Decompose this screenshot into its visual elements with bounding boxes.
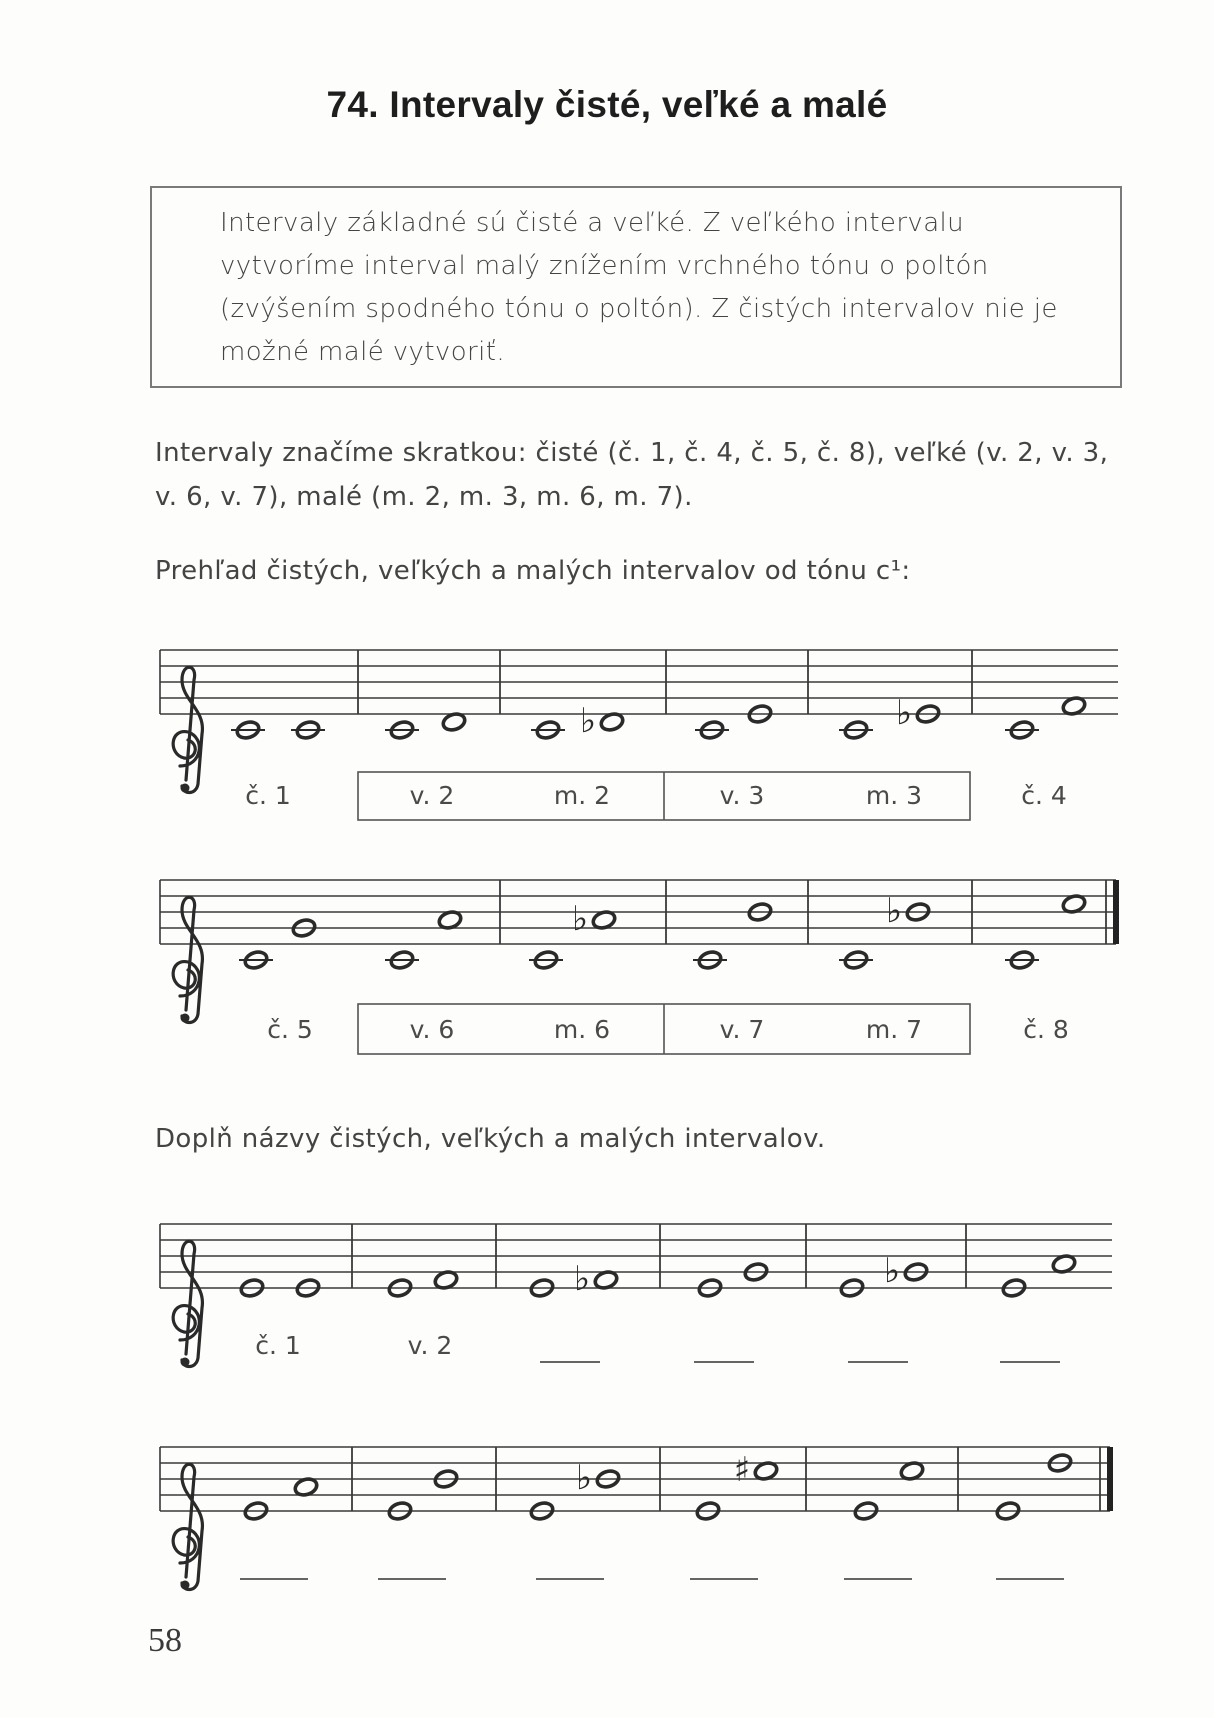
treble-clef-icon <box>173 667 202 792</box>
interval-label: v. 2 <box>407 1331 453 1360</box>
whole-note-icon <box>693 949 727 970</box>
rule-box <box>150 186 1122 388</box>
flat-sign-icon: ♭ <box>895 693 913 733</box>
interval-label: m. 2 <box>553 781 611 810</box>
page-number: 58 <box>148 1622 182 1659</box>
interval-label: č. 8 <box>1023 1015 1069 1044</box>
whole-note-icon <box>239 949 273 970</box>
whole-note-icon <box>531 719 565 740</box>
whole-note-icon <box>385 949 419 970</box>
page-title: 74. Intervaly čisté, veľké a malé <box>326 84 888 125</box>
exercise-staff-1 <box>0 1190 1214 1390</box>
interval-label: č. 4 <box>1021 781 1067 810</box>
flat-sign-icon: ♭ <box>579 701 597 741</box>
whole-note-icon <box>695 719 729 740</box>
flat-sign-icon: ♭ <box>885 891 903 931</box>
whole-note-icon <box>1005 949 1039 970</box>
exercise-heading: Doplň názvy čistých, veľkých a malých intervalov. <box>155 1124 826 1154</box>
treble-clef-icon <box>173 897 202 1022</box>
treble-clef-icon <box>173 1464 202 1589</box>
interval-label: m. 7 <box>865 1015 923 1044</box>
rule-text: Intervaly základné sú čisté a veľké. Z veľkého intervalu vytvoríme interval malý znížením vrchného tónu o poltón (zvýšením spodného tónu o poltón). Z čistých intervalov nie je možné malé vytvoriť. <box>220 208 1058 367</box>
interval-label: m. 3 <box>865 781 923 810</box>
flat-sign-icon: ♭ <box>883 1251 901 1291</box>
whole-note-icon <box>529 949 563 970</box>
interval-label: č. 5 <box>267 1015 313 1044</box>
interval-label: v. 6 <box>409 1015 455 1044</box>
whole-note-icon <box>1005 719 1039 740</box>
sharp-sign-icon: ♯ <box>733 1450 751 1490</box>
whole-note-icon <box>231 719 265 740</box>
interval-label: v. 2 <box>409 781 455 810</box>
whole-note-icon <box>839 719 873 740</box>
flat-sign-icon: ♭ <box>573 1259 591 1299</box>
interval-label: č. 1 <box>255 1331 301 1360</box>
interval-label: m. 6 <box>553 1015 611 1044</box>
whole-note-icon <box>839 949 873 970</box>
interval-label: v. 7 <box>719 1015 765 1044</box>
flat-sign-icon: ♭ <box>571 899 589 939</box>
flat-sign-icon: ♭ <box>575 1458 593 1498</box>
treble-clef-icon <box>173 1241 202 1366</box>
interval-label: č. 1 <box>245 781 291 810</box>
exercise-staff-2 <box>0 1395 1214 1625</box>
overview-heading: Prehľad čistých, veľkých a malých intervalov od tónu c¹: <box>155 556 911 586</box>
overview-staff-1 <box>0 620 1214 840</box>
whole-note-icon <box>385 719 419 740</box>
abbrev-text: Intervaly značíme skratkou: čisté (č. 1, č. 4, č. 5, č. 8), veľké (v. 2, v. 3, v. 6, v. 7), malé (m. 2, m. 3, m. 6, m. 7). <box>155 438 1109 512</box>
interval-label: v. 3 <box>719 781 765 810</box>
whole-note-icon <box>291 719 325 740</box>
overview-staff-2 <box>0 852 1214 1072</box>
